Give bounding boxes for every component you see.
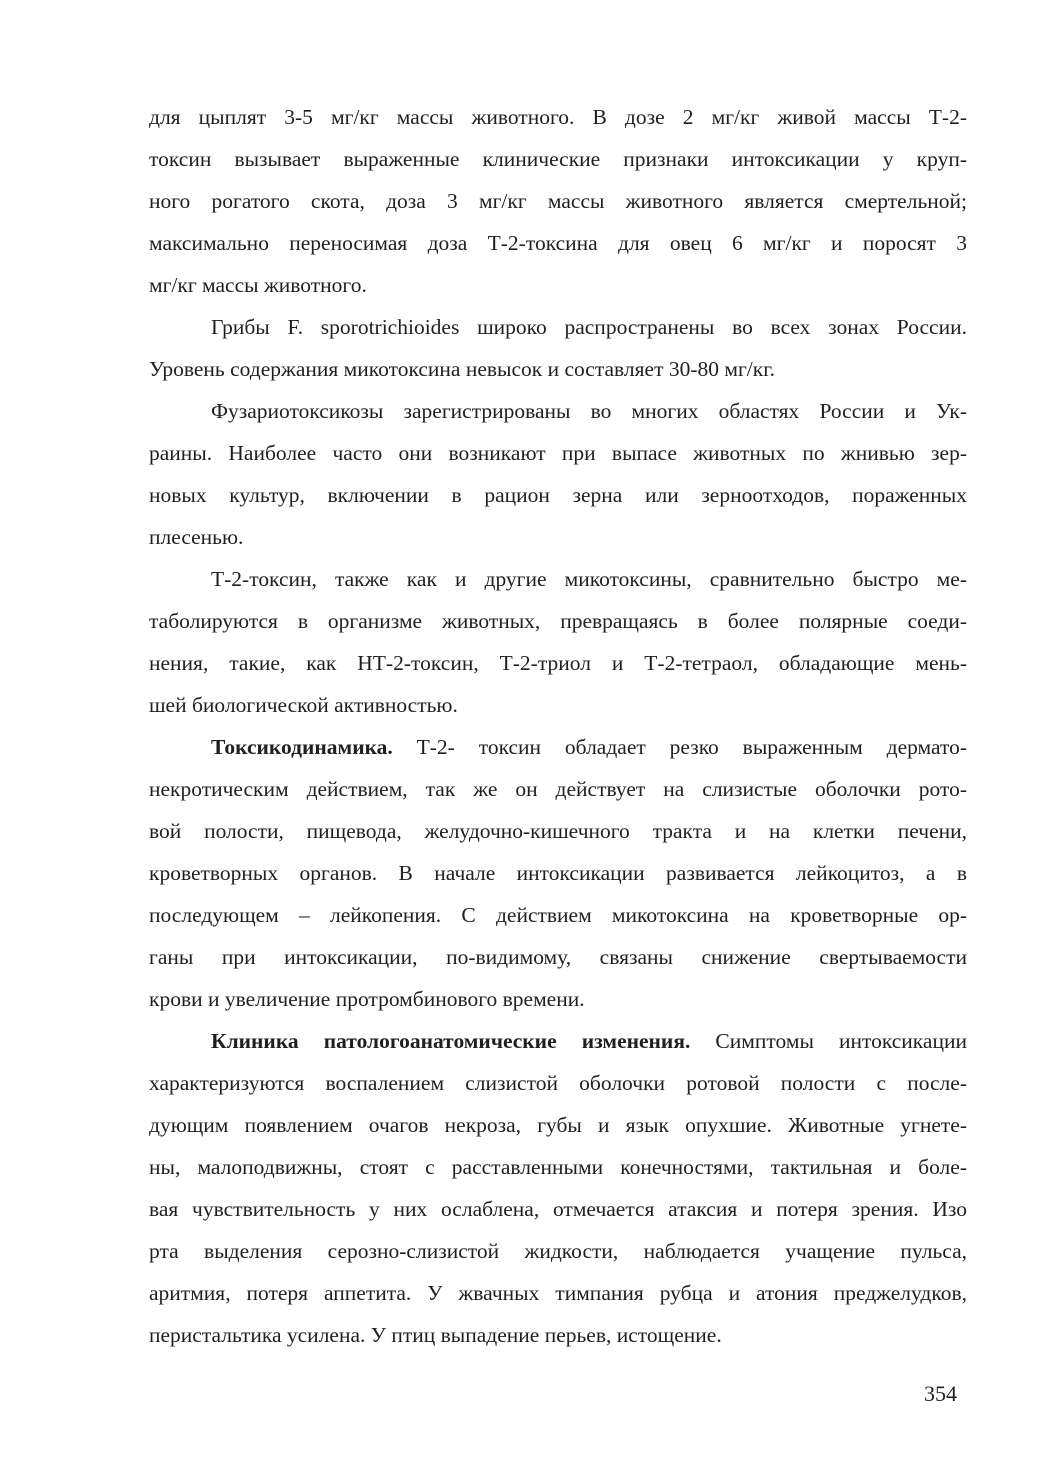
text-line: вой полости, пищевода, желудочно-кишечного тракта и на клетки печени, <box>149 819 967 843</box>
page-number: 354 <box>924 1381 957 1406</box>
text-line: шей биологической активностью. <box>149 693 458 717</box>
text-line: Фузариотоксикозы зарегистрированы во многих областях России и Ук- <box>211 399 967 423</box>
paragraph-dosage <box>149 96 967 306</box>
text-line: нения, такие, как НТ-2-токсин, Т-2-триол и Т-2-тетраол, обладающие мень- <box>149 651 967 675</box>
text-line: ного рогатого скота, доза 3 мг/кг массы животного является смертельной; <box>149 189 967 213</box>
paragraph-fusariotoxicoses <box>149 390 967 558</box>
text-line: крови и увеличение протромбинового времени. <box>149 987 585 1011</box>
text-line: новых культур, включении в рацион зерна или зерноотходов, пораженных <box>149 483 967 507</box>
paragraph-fungi <box>149 306 967 390</box>
text-line: кроветворных органов. В начале интоксикации развивается лейкоцитоз, а в <box>149 861 967 885</box>
text-line: ганы при интоксикации, по-видимому, связаны снижение свертываемости <box>149 945 967 969</box>
text-run: Симптомы интоксикации <box>690 1029 967 1053</box>
text-line: аритмия, потеря аппетита. У жвачных тимпания рубца и атония преджелудков, <box>149 1281 967 1305</box>
text-line: таболируются в организме животных, превращаясь в более полярные соеди- <box>149 609 967 633</box>
text-line: некротическим действием, так же он действует на слизистые оболочки рото- <box>149 777 967 801</box>
text-run: Т-2- токсин обладает резко выраженным дермато- <box>392 735 967 759</box>
text-line: Т-2-токсин, также как и другие микотоксины, сравнительно быстро ме- <box>211 567 967 591</box>
text-line: раины. Наиболее часто они возникают при выпасе животных по жнивью зер- <box>149 441 967 465</box>
text-line: перистальтика усилена. У птиц выпадение перьев, истощение. <box>149 1323 722 1347</box>
text-line <box>149 1020 967 1062</box>
paragraph-metabolism <box>149 558 967 726</box>
text-line: характеризуются воспалением слизистой оболочки ротовой полости с после- <box>149 1071 967 1095</box>
text-line: рта выделения серозно-слизистой жидкости, наблюдается учащение пульса, <box>149 1239 967 1263</box>
text-line: максимально переносимая доза Т-2-токсина для овец 6 мг/кг и поросят 3 <box>149 231 967 255</box>
text-line: мг/кг массы животного. <box>149 273 367 297</box>
text-line: дующим появлением очагов некроза, губы и язык опухшие. Животные угнете- <box>149 1113 967 1137</box>
text-line: Уровень содержания микотоксина невысок и составляет 30-80 мг/кг. <box>149 357 775 381</box>
text-line: последующем – лейкопения. С действием микотоксина на кроветворные ор- <box>149 903 967 927</box>
text-line: вая чувствительность у них ослаблена, отмечается атаксия и потеря зрения. Изо <box>149 1197 967 1221</box>
paragraph-clinical-signs <box>149 1020 967 1356</box>
text-line <box>149 726 967 768</box>
text-line: Грибы F. sporotrichioides широко распространены во всех зонах России. <box>211 315 967 339</box>
paragraph-toxicodynamics <box>149 726 967 1020</box>
text-line: плесенью. <box>149 525 244 549</box>
text-line: токсин вызывает выраженные клинические признаки интоксикации у круп- <box>149 147 967 171</box>
page-body <box>149 96 967 1356</box>
section-heading: Токсикодинамика. <box>211 735 393 759</box>
text-line: для цыплят 3-5 мг/кг массы животного. В дозе 2 мг/кг живой массы Т-2- <box>149 105 967 129</box>
section-heading: Клиника патологоанатомические изменения. <box>211 1029 691 1053</box>
text-line: ны, малоподвижны, стоят с расставленными конечностями, тактильная и боле- <box>149 1155 967 1179</box>
